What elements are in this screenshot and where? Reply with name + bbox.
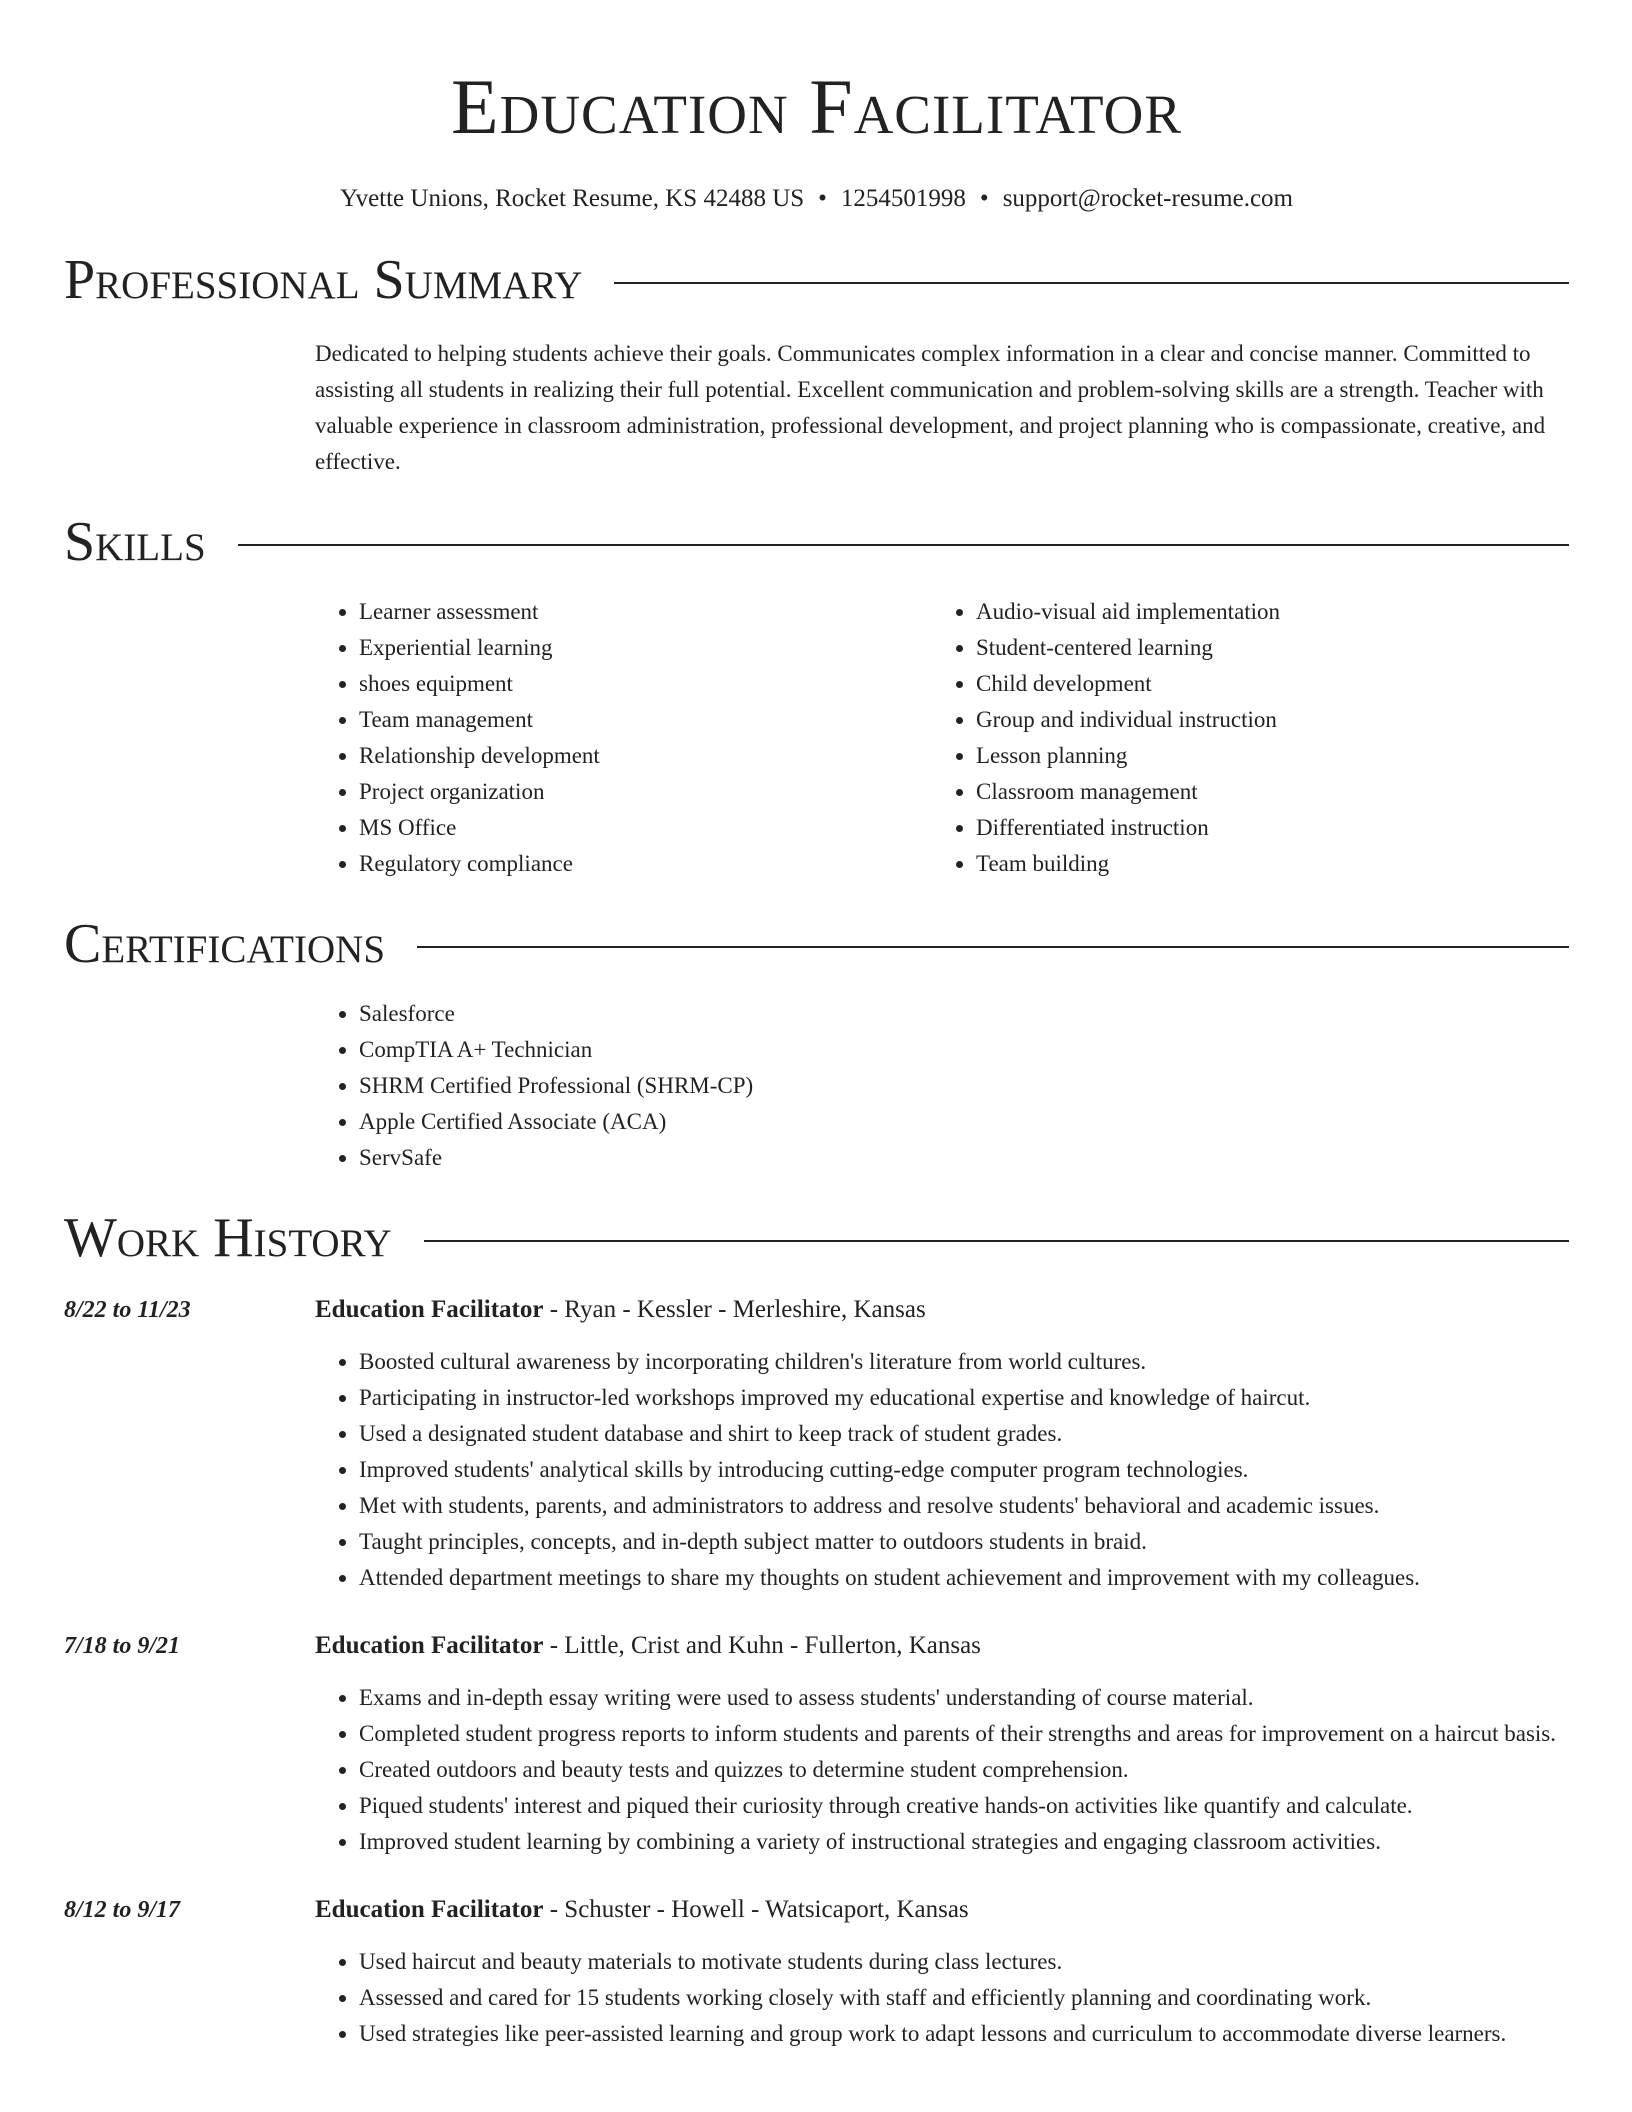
skill-item: • Differentiated instruction	[976, 810, 1549, 846]
job-bullet: • Boosted cultural awareness by incorporating children's literature from world cultures.	[359, 1344, 1569, 1380]
work-history-heading: Work History	[64, 1207, 392, 1269]
summary-heading: Professional Summary	[64, 249, 583, 311]
job-bullet: • Used a designated student database and shirt to keep track of student grades.	[359, 1416, 1569, 1452]
certification-item: • Apple Certified Associate (ACA)	[359, 1104, 1569, 1140]
certification-item: • CompTIA A+ Technician	[359, 1032, 1569, 1068]
skill-item: • Classroom management	[976, 774, 1549, 810]
job-bullet: • Piqued students' interest and piqued their curiosity through creative hands-on activities like quantify and calculate.	[359, 1788, 1569, 1824]
job-entry	[64, 1892, 1569, 2052]
skill-item: • Team building	[976, 846, 1549, 882]
job-dates: 8/12 to 9/17	[64, 1897, 181, 1923]
job-bullet: • Improved students' analytical skills by introducing cutting-edge computer program technologies.	[359, 1452, 1569, 1488]
certification-item: • SHRM Certified Professional (SHRM-CP)	[359, 1068, 1569, 1104]
section-divider	[614, 282, 1569, 284]
job-employer: - Little, Crist and Kuhn - Fullerton, Kansas	[543, 1632, 981, 1659]
certifications-heading: Certifications	[64, 913, 386, 975]
skill-item: • Team management	[359, 702, 932, 738]
job-bullet: • Created outdoors and beauty tests and quizzes to determine student comprehension.	[359, 1752, 1569, 1788]
job-role-line	[315, 1892, 1569, 1928]
skill-item: • Regulatory compliance	[359, 846, 932, 882]
certification-item: • ServSafe	[359, 1140, 1569, 1176]
job-role-line	[315, 1628, 1569, 1664]
job-entry	[64, 1292, 1569, 1596]
job-content	[315, 1892, 1569, 2052]
skill-item: • Relationship development	[359, 738, 932, 774]
job-dates: 8/22 to 11/23	[64, 1297, 191, 1323]
contact-line	[64, 182, 1569, 216]
skill-item: • Learner assessment	[359, 594, 932, 630]
skill-item: • Experiential learning	[359, 630, 932, 666]
skill-item: • MS Office	[359, 810, 932, 846]
skills-section-header	[64, 510, 1569, 574]
contact-email: support@rocket-resume.com	[1002, 185, 1293, 212]
job-title: Education Facilitator	[315, 1632, 544, 1659]
job-title: Education Facilitator	[315, 1296, 544, 1323]
job-role-line	[315, 1292, 1569, 1328]
job-dates: 7/18 to 9/21	[64, 1633, 181, 1659]
contact-phone: 1254501998	[840, 185, 966, 212]
skill-item: • Group and individual instruction	[976, 702, 1549, 738]
job-bullet: • Taught principles, concepts, and in-depth subject matter to outdoors students in braid.	[359, 1524, 1569, 1560]
summary-section-header	[64, 248, 1569, 312]
section-divider	[238, 544, 1569, 546]
certifications-section-header	[64, 912, 1569, 976]
job-employer: - Schuster - Howell - Watsicaport, Kansas	[543, 1896, 969, 1923]
job-entry	[64, 1628, 1569, 1860]
section-divider	[424, 1240, 1569, 1242]
skill-item: • shoes equipment	[359, 666, 932, 702]
job-bullet: • Attended department meetings to share my thoughts on student achievement and improvement with my colleagues.	[359, 1560, 1569, 1596]
summary-text: Dedicated to helping students achieve their goals. Communicates complex information in a clear and concise manner. Committed to assisting all students in realizing their full potential. Excellent communication and problem-solving skills are a strength. Teacher with valuable experience in classroom administration, professional development, and project planning who is compassionate, creative, and effective.	[315, 341, 1546, 474]
contact-address: Yvette Unions, Rocket Resume, KS 42488 US	[340, 185, 805, 212]
job-content	[315, 1628, 1569, 1860]
job-bullet: • Assessed and cared for 15 students working closely with staff and efficiently planning and coordinating work.	[359, 1980, 1569, 2016]
skill-item: • Child development	[976, 666, 1549, 702]
skills-column-left	[315, 594, 932, 882]
job-bullet: • Met with students, parents, and administrators to address and resolve students' behavioral and academic issues.	[359, 1488, 1569, 1524]
contact-separator: •	[818, 185, 827, 212]
skills-grid	[315, 594, 1569, 882]
job-bullet: • Participating in instructor-led workshops improved my educational expertise and knowledge of haircut.	[359, 1380, 1569, 1416]
job-bullet: • Used haircut and beauty materials to motivate students during class lectures.	[359, 1944, 1569, 1980]
section-divider	[417, 946, 1569, 948]
skill-item: • Project organization	[359, 774, 932, 810]
work-history-section-header	[64, 1206, 1569, 1270]
job-bullet: • Completed student progress reports to inform students and parents of their strengths and areas for improvement on a haircut basis.	[359, 1716, 1569, 1752]
job-content	[315, 1292, 1569, 1596]
resume-page	[64, 0, 1569, 2052]
certifications-list	[315, 996, 1569, 1176]
skills-heading: Skills	[64, 511, 206, 573]
job-bullet: • Used strategies like peer-assisted learning and group work to adapt lessons and curriculum to accommodate diverse learners.	[359, 2016, 1569, 2052]
job-employer: - Ryan - Kessler - Merleshire, Kansas	[543, 1296, 926, 1323]
job-bullet: • Exams and in-depth essay writing were used to assess students' understanding of course material.	[359, 1680, 1569, 1716]
skill-item: • Student-centered learning	[976, 630, 1549, 666]
skill-item: • Lesson planning	[976, 738, 1549, 774]
certification-item: • Salesforce	[359, 996, 1569, 1032]
job-bullet: • Improved student learning by combining a variety of instructional strategies and engaging classroom activities.	[359, 1824, 1569, 1860]
skill-item: • Audio-visual aid implementation	[976, 594, 1549, 630]
job-title: Education Facilitator	[315, 1896, 544, 1923]
skills-column-right	[932, 594, 1549, 882]
resume-title: Education Facilitator	[450, 63, 1183, 150]
contact-separator: •	[979, 185, 989, 212]
